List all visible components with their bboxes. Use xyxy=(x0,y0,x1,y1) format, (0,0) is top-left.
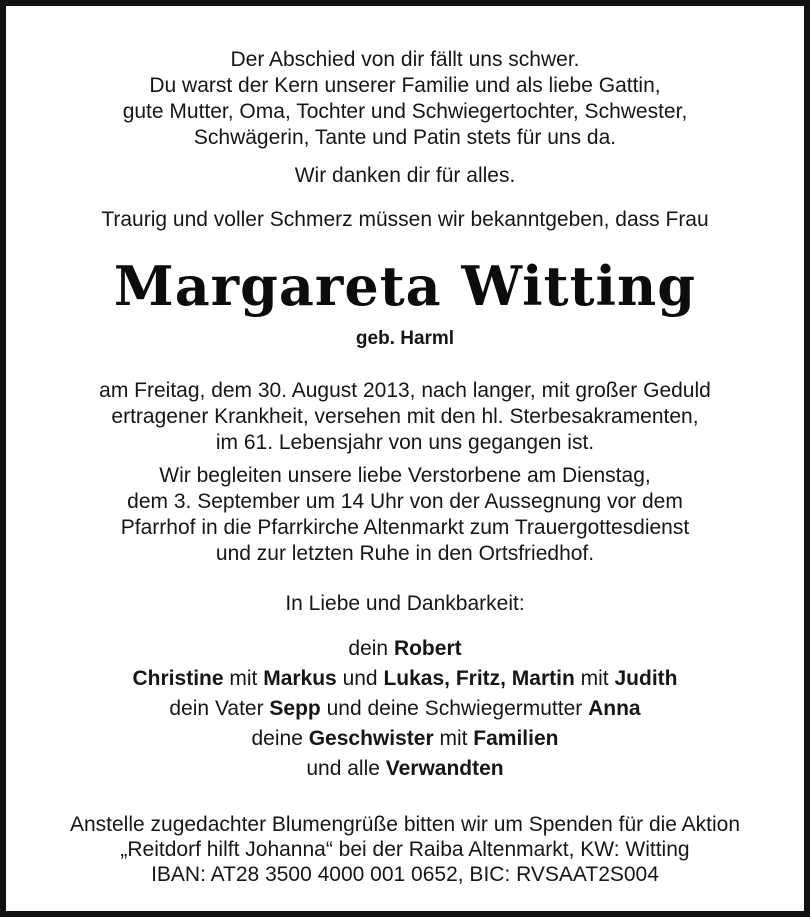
mourner-text: und deine Schwiegermutter xyxy=(320,697,589,720)
death-line: im 61. Lebensjahr von uns gegangen ist. xyxy=(215,431,595,454)
mourners-list xyxy=(26,634,784,784)
intro-line: Schwägerin, Tante und Patin stets für uns da. xyxy=(193,126,617,149)
death-line: am Freitag, dem 30. August 2013, nach langer, mit großer Geduld xyxy=(99,379,711,402)
mourner-name: Familien xyxy=(473,727,559,750)
closing-line: In Liebe und Dankbarkeit: xyxy=(285,592,525,615)
mourner-text: mit xyxy=(574,667,615,690)
mourner-line-5 xyxy=(26,754,784,784)
maiden-name: geb. Harml xyxy=(355,328,455,349)
announcement-line: Traurig und voller Schmerz müssen wir bekanntgeben, dass Frau xyxy=(101,208,709,231)
mourner-name: Markus xyxy=(263,667,337,690)
mourner-text: mit xyxy=(223,667,264,690)
thanks-line: Wir danken dir für alles. xyxy=(294,164,516,187)
thanks-line-block xyxy=(26,163,784,189)
mourner-name: Geschwister xyxy=(308,727,434,750)
funeral-details xyxy=(26,463,784,567)
mourner-text: und xyxy=(336,667,384,690)
mourner-line-1 xyxy=(26,634,784,664)
mourner-name: Verwandten xyxy=(385,757,504,780)
intro-verse xyxy=(26,47,784,151)
mourner-name: Lukas, Fritz, Martin xyxy=(383,667,575,690)
donation-request xyxy=(26,812,784,887)
mourner-text: und alle xyxy=(306,757,386,780)
mourner-name: Sepp xyxy=(269,697,321,720)
mourner-name: Robert xyxy=(393,637,462,660)
donation-line: Anstelle zugedachter Blumengrüße bitten wir um Spenden für die Aktion xyxy=(69,813,741,836)
announcement-block xyxy=(26,207,784,233)
death-details xyxy=(26,378,784,456)
closing-block xyxy=(26,591,784,617)
deceased-name: Margareta Witting xyxy=(113,254,697,318)
mourner-line-4 xyxy=(26,724,784,754)
intro-line: gute Mutter, Oma, Tochter und Schwiegertochter, Schwester, xyxy=(122,100,688,123)
mourner-line-2 xyxy=(26,664,784,694)
mourner-name: Anna xyxy=(588,697,641,720)
mourner-text: deine xyxy=(251,727,309,750)
mourner-text: dein Vater xyxy=(169,697,270,720)
donation-line: IBAN: AT28 3500 4000 001 0652, BIC: RVSAAT2S004 xyxy=(151,863,659,886)
mourner-text: dein xyxy=(348,637,394,660)
intro-line: Der Abschied von dir fällt uns schwer. xyxy=(230,48,580,71)
funeral-line: dem 3. September um 14 Uhr von der Aussegnung vor dem xyxy=(127,490,683,513)
mourner-line-3 xyxy=(26,694,784,724)
mourner-text: mit xyxy=(433,727,474,750)
mourner-name: Christine xyxy=(132,667,224,690)
death-line: ertragener Krankheit, versehen mit den hl. Sterbesakramenten, xyxy=(111,405,699,428)
funeral-line: Wir begleiten unsere liebe Verstorbene am Dienstag, xyxy=(159,464,651,487)
donation-line: „Reitdorf hilft Johanna“ bei der Raiba Altenmarkt, KW: Witting xyxy=(120,838,690,861)
mourner-name: Judith xyxy=(614,667,678,690)
funeral-line: und zur letzten Ruhe in den Ortsfriedhof. xyxy=(215,542,595,565)
funeral-line: Pfarrhof in die Pfarrkirche Altenmarkt zum Trauergottesdienst xyxy=(120,516,690,539)
intro-line: Du warst der Kern unserer Familie und als liebe Gattin, xyxy=(149,74,661,97)
